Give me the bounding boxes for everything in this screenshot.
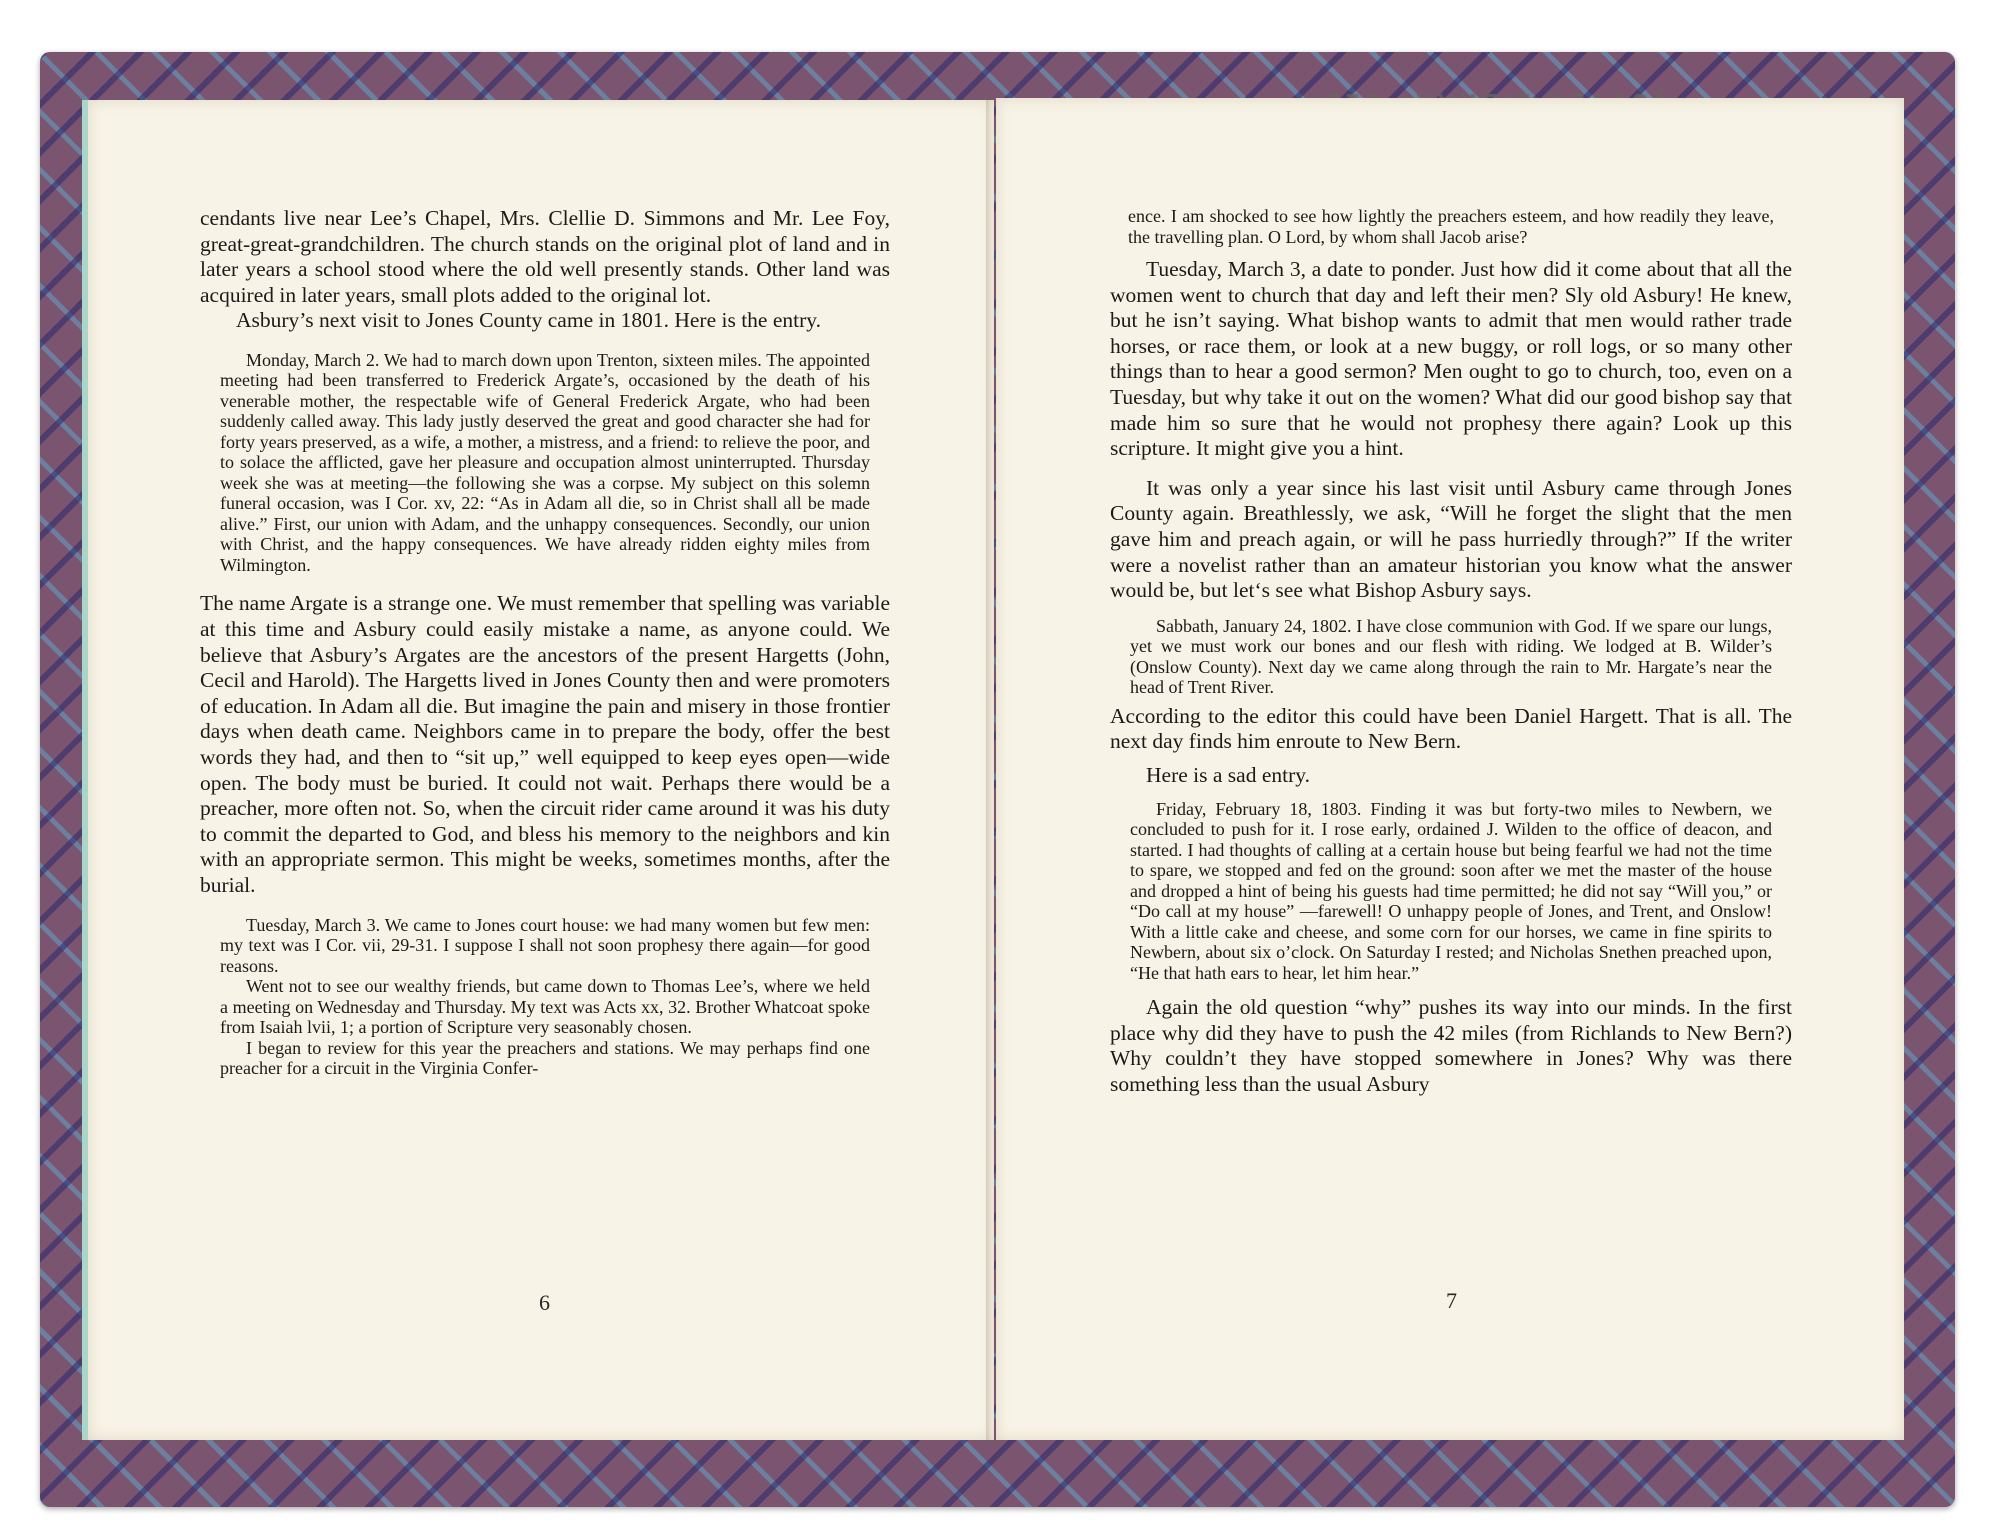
right-quote-0: ence. I am shocked to see how lightly the preachers esteem, and how readily they leave, the travelling plan. O Lord, by whom shall Jacob arise?	[1128, 206, 1774, 247]
left-quote-1: Monday, March 2. We had to march down upon Trenton, sixteen miles. The appointed meeting had been transferred to Frederick Argate’s, occasioned by the death of his venerable mother, the respectable wife of General Frederick Argate, who had been suddenly called away. This lady justly deserved the great and good character she had for forty years preserved, as a wife, a mother, a mistress, and a friend: to relieve the poor, and to solace the afflicted, gave her pleasure and occupation almost uninterrupted. Thursday week she was at meeting—the following she was a corpse. My subject on this solemn funeral occasion, was I Cor. xv, 22: “As in Adam all die, so in Christ shall all be made alive.” First, our union with Adam, and the unhappy consequences. Secondly, our union with Christ, and the happy consequences. We have already ridden eighty miles from Wilmington.	[220, 349, 870, 575]
left-quote-3: Went not to see our wealthy friends, but came down to Thomas Lee’s, where we held a meeting on Wednesday and Thursday. My text was Acts xx, 32. Brother Whatcoat spoke from Isaiah lvii, 1; a portion of Scripture very seasonably chosen.	[220, 976, 870, 1038]
left-quote-4: I began to review for this year the preachers and stations. We may perhaps find one preacher for a circuit in the Virginia Confer-	[220, 1037, 870, 1079]
right-quote-2: Friday, February 18, 1803. Finding it was but forty-two miles to Newbern, we concluded to push for it. I rose early, ordained J. Wilden to the office of deacon, and started. I had thoughts of calling at a certain house but being fearful we had not the time to spare, we stopped and fed on the ground: soon after we met the master of the house and dropped a hint of being his guests had time permitted; he did not say “Will you,” or “Do call at my house” —farewell! O unhappy people of Jones, and Trent, and Onslow! With a little cake and cheese, and some corn for our horses, we came in fine spirits to Newbern, about six o’clock. On Saturday I rested; and Nicholas Snethen preached upon, “He that hath ears to hear, let him hear.”	[1130, 798, 1772, 983]
left-page-text-column	[200, 206, 890, 1079]
right-page-text-column	[1110, 206, 1792, 1097]
page-number-right: 7	[1446, 1288, 1457, 1313]
right-paragraph-5: Again the old question “why” pushes its way into our minds. In the first place why did they have to push the 42 miles (from Richlands to New Bern?) Why couldn’t they have stopped somewhere in Jones? Why was there something less than the usual Asbury	[1110, 995, 1792, 1096]
left-paragraph-2: Asbury’s next visit to Jones County came in 1801. Here is the entry.	[236, 308, 821, 333]
left-page	[82, 100, 994, 1440]
right-quote-1: Sabbath, January 24, 1802. I have close communion with God. If we spare our lungs, yet we must work our bones and our flesh with riding. We lodged at B. Wilder’s (Onslow County). Next day we came along through the rain to Mr. Hargate’s near the head of Trent River.	[1130, 615, 1772, 698]
left-quote-2: Tuesday, March 3. We came to Jones court house: we had many women but few men: my text was I Cor. vii, 29-31. I suppose I shall not soon prophesy there again—for good reasons.	[220, 914, 870, 976]
right-paragraph-1: Tuesday, March 3, a date to ponder. Just how did it come about that all the women went to church that day and left their men? Sly old Asbury! He knew, but he isn’t saying. What bishop wants to admit that men would rather trade horses, or race them, or look at a new buggy, or roll logs, or so many other things than to hear a good sermon? Men ought to go to church, too, even on a Tuesday, but why take it out on the women? What did our good bishop say that made him so sure that he would not prophesy there again? Look up this scripture. It might give you a hint.	[1110, 257, 1792, 461]
right-paragraph-3: According to the editor this could have been Daniel Hargett. That is all. The next day finds him enroute to New Bern.	[1110, 703, 1792, 754]
right-paragraph-4: Here is a sad entry.	[1146, 762, 1310, 787]
right-page	[996, 98, 1904, 1440]
right-paragraph-2: It was only a year since his last visit until Asbury came through Jones County again. Breathlessly, we ask, “Will he forget the slight that the men gave him and preach again, or will he pass hurriedly through?” If the writer were a novelist rather than an amateur historian you know what the answer would be, but let‘s see what Bishop Asbury says.	[1110, 475, 1792, 603]
left-paragraph-3: The name Argate is a strange one. We must remember that spelling was variable at this time and Asbury could easily mistake a name, as anyone could. We believe that Asbury’s Argates are the ancestors of the present Hargetts (John, Cecil and Harold). The Hargetts lived in Jones County then and were promoters of education. In Adam all die. But imagine the pain and misery in those frontier days when death came. Neighbors came in to prepare the body, offer the best words they had, and then to “sit up,” well equipped to keep eyes open—wide open. The body must be buried. It could not wait. Perhaps there would be a preacher, more often not. So, when the circuit rider came around it was his duty to commit the departed to God, and bless his memory to the neighbors and kin with an appropriate sermon. This might be weeks, sometimes months, after the burial.	[200, 591, 890, 897]
left-paragraph-1: cendants live near Lee’s Chapel, Mrs. Clellie D. Simmons and Mr. Lee Foy, great-great-grandchildren. The church stands on the original plot of land and in later years a school stood where the old well presently stands. Other land was acquired in later years, small plots added to the original lot.	[200, 206, 890, 307]
page-number-left: 6	[539, 1290, 550, 1315]
